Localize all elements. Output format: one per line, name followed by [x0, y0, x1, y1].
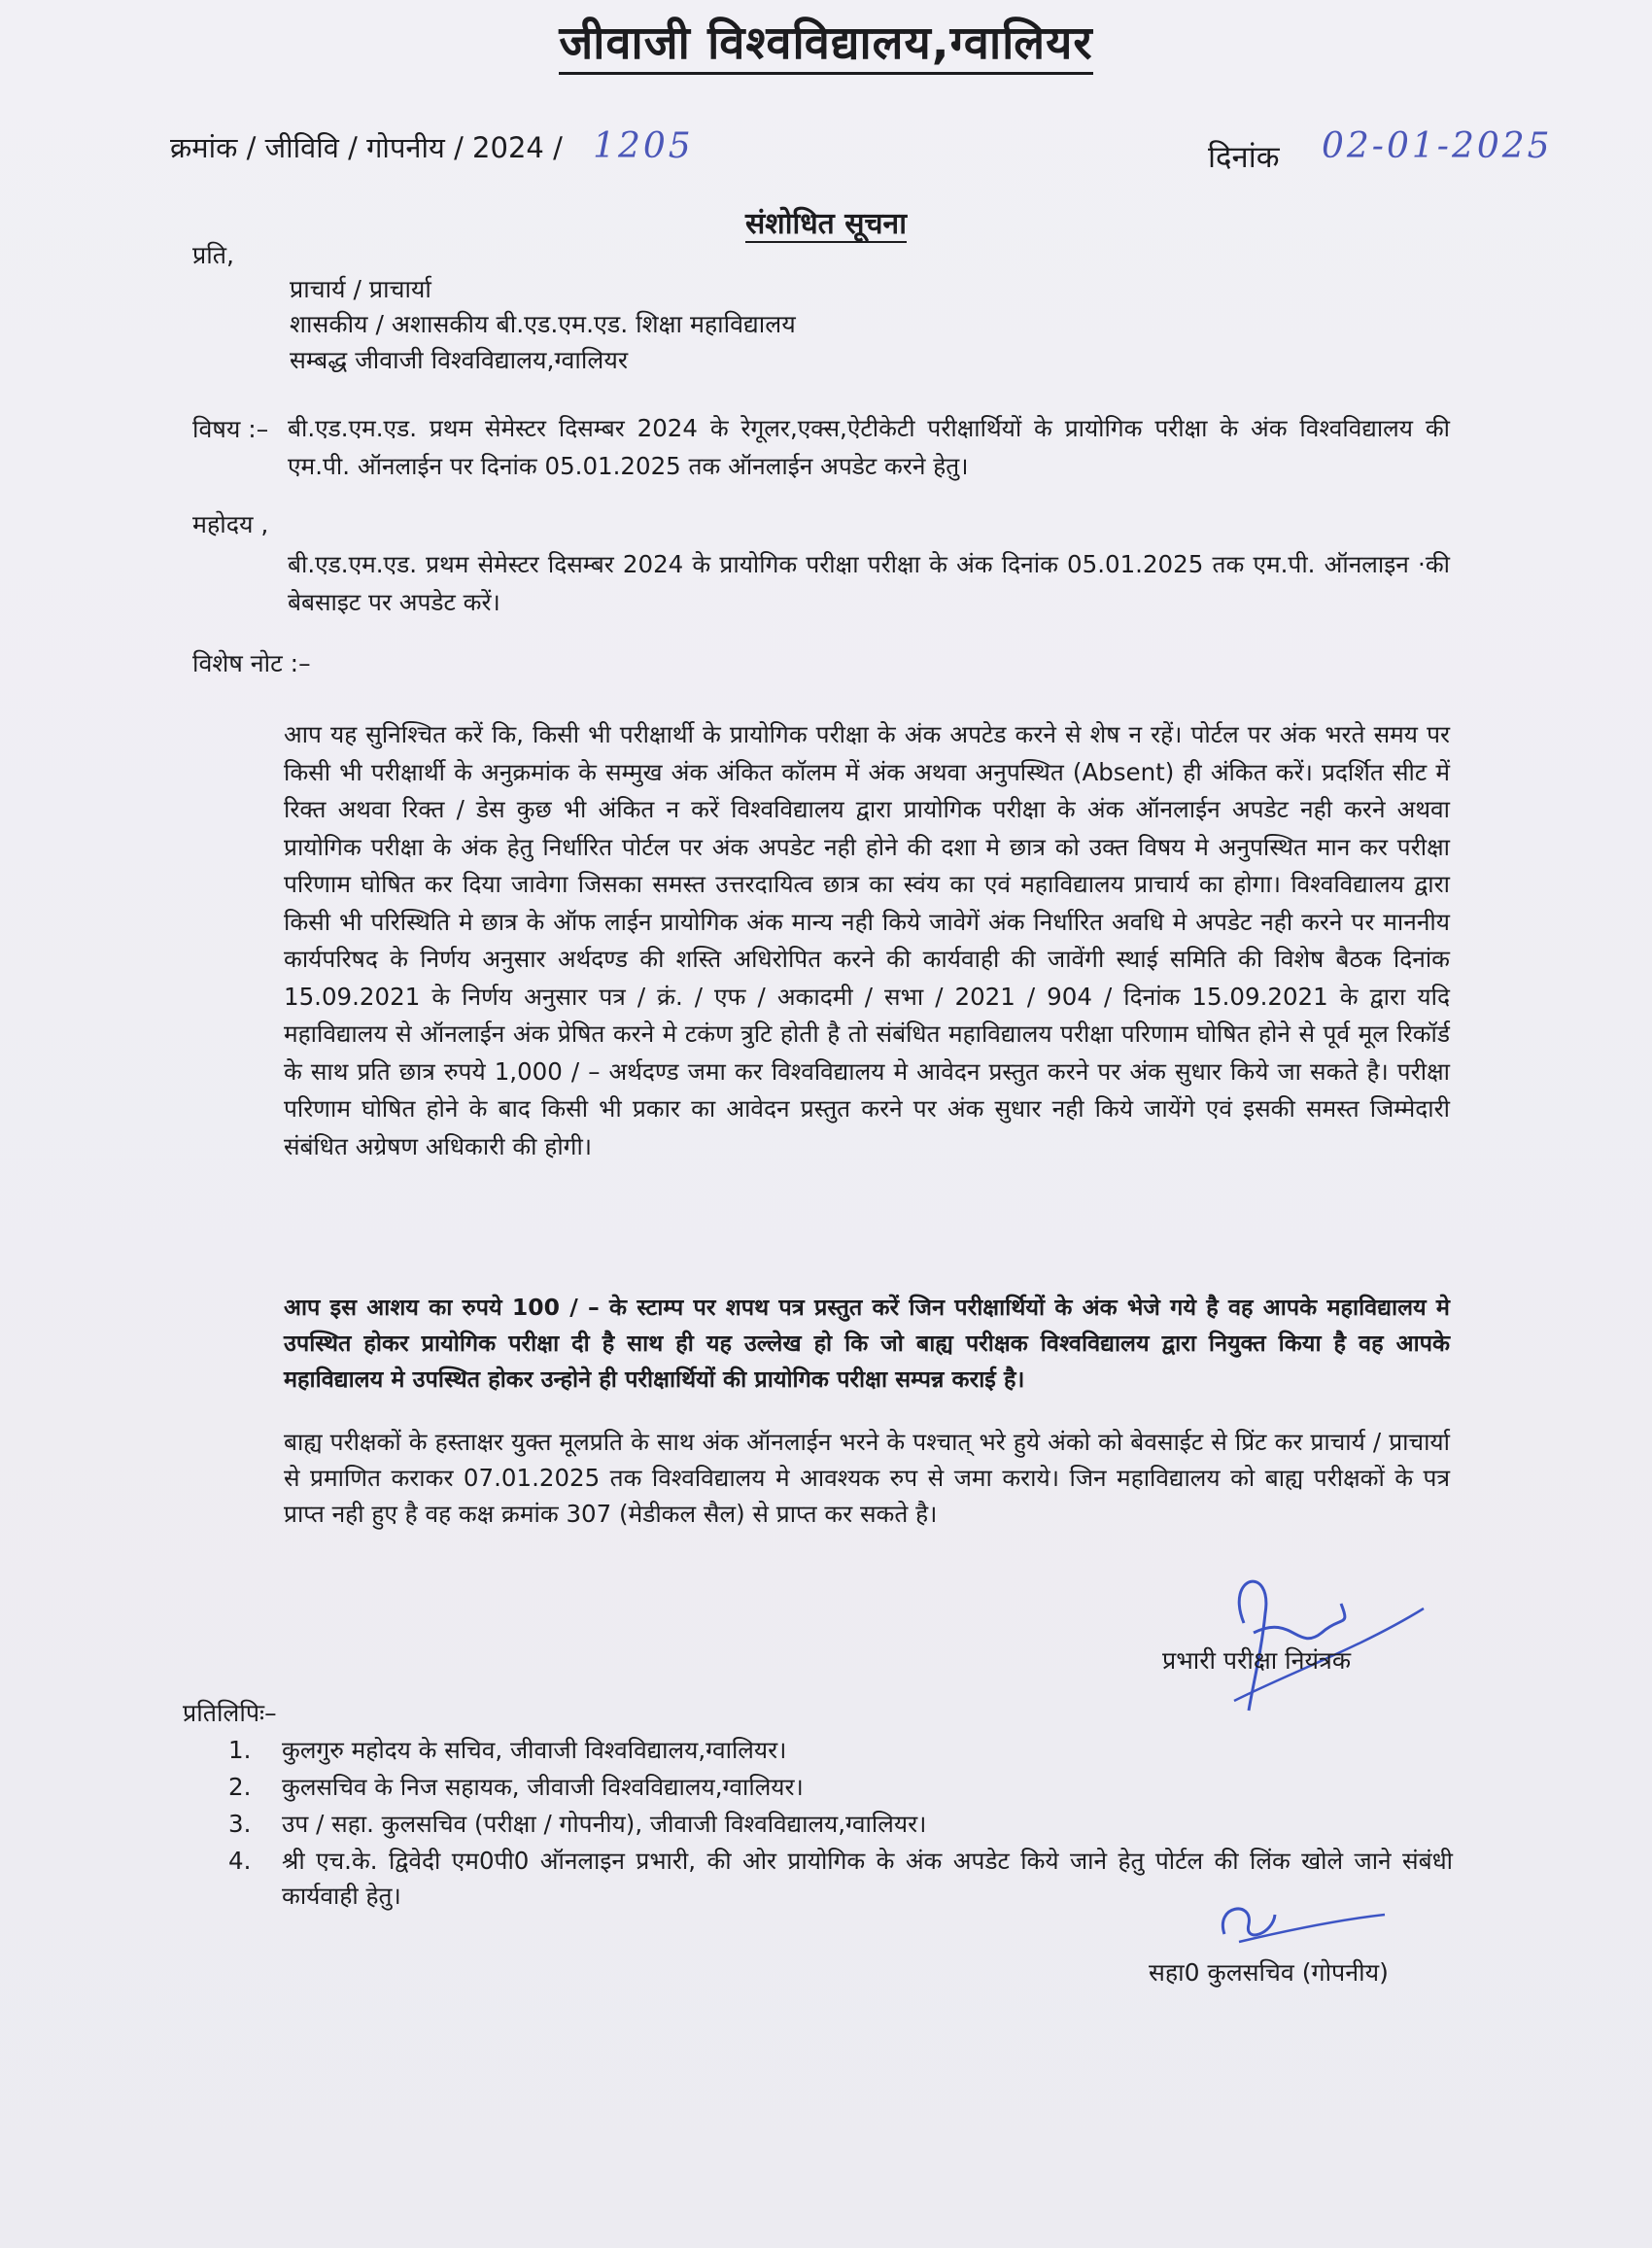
copy-to-label: प्रतिलिपिः–	[183, 1699, 277, 1727]
signature-stroke	[1239, 1915, 1385, 1942]
list-item: 3. उप / सहा. कुलसचिव (परीक्षा / गोपनीय), जीवाजी विश्वविद्यालय,ग्वालियर।	[228, 1810, 927, 1838]
salutation: महोदय ,	[192, 510, 269, 538]
addressee-to: प्रति,	[192, 241, 234, 269]
date-label: दिनांक	[1208, 140, 1280, 175]
examiner-paragraph: बाह्य परीक्षकों के हस्ताक्षर युक्त मूलप्रति के साथ अंक ऑनलाईन भरने के पश्चात् भरे हुये अंको को बेवसाईट से प्रिंट कर प्राचार्य / प्राचार्या से प्रमाणित कराकर 07.01.2025 तक विश्वविद्यालय मे आवश्यक रुप से जमा कराये। जिन महाविद्यालय को बाह्य परीक्षकों के पत्र प्राप्त नही हुए है वह कक्ष क्रमांक 307 (मेडीकल सैल) से प्राप्त कर सकते है।	[284, 1428, 1450, 1528]
signatory-controller: प्रभारी परीक्षा नियंत्रक	[1162, 1646, 1352, 1675]
list-item: 2. कुलसचिव के निज सहायक, जीवाजी विश्वविद्यालय,ग्वालियर।	[228, 1773, 804, 1801]
reference-prefix: क्रमांक / जीविवि / गोपनीय / 2024 /	[170, 131, 563, 164]
subject-text: बी.एड.एम.एड. प्रथम सेमेस्टर दिसम्बर 2024 के रेगूलर,एक्स,ऐटीकेटी परीक्षार्थियों के प्रायोगिक परीक्षा के अंक विश्वविद्यालय की एम.पी. ऑनलाईन पर दिनांक 05.01.2025 तक ऑनलाईन अपडेट करने हेतु।	[288, 414, 1450, 480]
university-heading: जीवाजी विश्वविद्यालय,ग्वालियर	[0, 10, 1652, 72]
signature-stroke	[1222, 1909, 1275, 1935]
addressee-line-3: सम्बद्ध जीवाजी विश्वविद्यालय,ग्वालियर	[290, 346, 629, 374]
affidavit-paragraph: आप इस आशय का रुपये 100 / – के स्टाम्प पर शपथ पत्र प्रस्तुत करें जिन परीक्षार्थियों के अंक भेजे गये है वह आपके महाविद्यालय मे उपस्थित होकर प्रायोगिक परीक्षा दी है साथ ही यह उल्लेख हो कि जो बाह्य परीक्षक विश्वविद्यालय द्वारा नियुक्त किया है वह आपके महाविद्यालय मे उपस्थित होकर उन्होने ही परीक्षार्थियों की प्रायोगिक परीक्षा सम्पन्न कराई है।	[284, 1294, 1450, 1393]
copy-to-list	[228, 1733, 1453, 1916]
reference-number-handwritten: 1205	[593, 126, 694, 166]
list-item: 1. कुलगुरु महोदय के सचिव, जीवाजी विश्वविद्यालय,ग्वालियर।	[228, 1736, 787, 1764]
date-handwritten: 02-01-2025	[1322, 126, 1553, 166]
intro-paragraph: बी.एड.एम.एड. प्रथम सेमेस्टर दिसम्बर 2024 के प्रायोगिक परीक्षा परीक्षा के अंक दिनांक 05.01.2025 तक एम.पी. ऑनलाइन ·की बेबसाइट पर अपडेट करें।	[288, 550, 1450, 616]
special-note-label: विशेष नोट :–	[192, 649, 311, 677]
registrar-signature-image	[1215, 1895, 1390, 1954]
controller-signature-image	[1205, 1555, 1419, 1720]
notice-title: संशोधित सूचना	[745, 207, 907, 241]
subject-label: विषय :–	[192, 415, 269, 443]
addressee-line-2: शासकीय / अशासकीय बी.एड.एम.एड. शिक्षा महाविद्यालय	[290, 310, 796, 338]
note-paragraph: आप यह सुनिश्चित करें कि, किसी भी परीक्षार्थी के प्रायोगिक परीक्षा के अंक अपटेड करने से शेष न रहें। पोर्टल पर अंक भरते समय पर किसी भी परीक्षार्थी के अनुक्रमांक के सम्मुख अंक अंकित कॉलम में अंक अथवा अनुपस्थित (Absent) ही अंकित करें। प्रदर्शित सीट में रिक्त अथवा रिक्त / डेस कुछ भी अंकित न करें विश्वविद्यालय द्वारा प्रायोगिक परीक्षा के अंक ऑनलाईन अपडेट नही करने अथवा प्रायोगिक परीक्षा के अंक हेतु निर्धारित पोर्टल पर अंक अपडेट नही होने की दशा मे छात्र को उक्त विषय मे अनुपस्थित मान कर परीक्षा परिणाम घोषित कर दिया जावेगा जिसका समस्त उत्तरदायित्व छात्र का स्वंय का एवं महाविद्यालय प्राचार्य का होगा। विश्वविद्यालय द्वारा किसी भी परिस्थिति मे छात्र के ऑफ लाईन प्रायोगिक अंक मान्य नही किये जावेगें अंक निर्धारित अवधि मे अपडेट नही करने पर माननीय कार्यपरिषद के निर्णय अनुसार अर्थदण्ड की शस्ति अधिरोपित करने की कार्यवाही की जावेंगी स्थाई समिति की विशेष बैठक दिनांक 15.09.2021 के निर्णय अनुसार पत्र / क्रं. / एफ / अकादमी / सभा / 2021 / 904 / दिनांक 15.09.2021 के द्वारा यदि महाविद्यालय से ऑनलाईन अंक प्रेषित करने मे टकंण त्रुटि होती है तो संबंधित महाविद्यालय परीक्षा परिणाम घोषित होने से पूर्व मूल रिकॉर्ड के साथ प्रति छात्र रुपये 1,000 / – अर्थदण्ड जमा कर विश्वविद्यालय मे आवेदन प्रस्तुत करने पर अंक सुधार किये जा सकते है। परीक्षा परिणाम घोषित होने के बाद किसी भी प्रकार का आवेदन प्रस्तुत करने पर अंक सुधार नही किये जायेंगे एवं इसकी समस्त जिम्मेदारी संबंधित अग्रेषण अधिकारी की होगी।	[284, 720, 1450, 1160]
addressee-line-1: प्राचार्य / प्राचार्या	[290, 275, 431, 303]
signatory-registrar: सहा0 कुलसचिव (गोपनीय)	[1149, 1958, 1389, 1987]
reference-line	[170, 126, 694, 166]
list-item: 4. श्री एच.के. द्विवेदी एम0पी0 ऑनलाइन प्रभारी, की ओर प्रायोगिक के अंक अपडेट किये जाने हेतु पोर्टल की लिंक खोले जाने संबंधी कार्यवाही हेतु।	[228, 1847, 1453, 1910]
